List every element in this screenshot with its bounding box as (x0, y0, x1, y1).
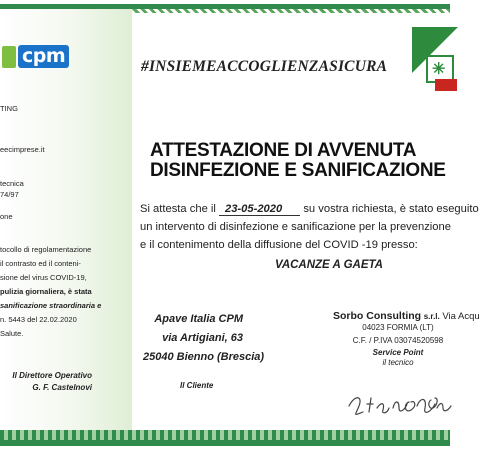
attestation-line3: e il contenimento della diffusione del COVID -19 presso: (140, 239, 418, 251)
provider-header (333, 310, 480, 323)
technician-signature (345, 384, 455, 424)
star-badge-icon: ✳ (412, 27, 458, 91)
certificate-title-line2: DISINFEZIONE E SANIFICAZIONE (150, 160, 446, 181)
protocol-line: il contrasto ed il conteni- (0, 259, 81, 268)
sidebar-email: eecimprese.it (0, 145, 45, 154)
protocol-line: pulizia giornaliera, è stata (0, 287, 92, 296)
protocol-line: Salute. (0, 329, 24, 338)
protocol-line: n. 5443 del 22.02.2020 (0, 315, 77, 324)
logo-leaf-icon (2, 46, 16, 68)
client-city: 25040 Bienno (Brescia) (143, 351, 265, 363)
provider-name: Sorbo Consulting (333, 310, 422, 322)
protocol-line: tocollo di regolamentazione (0, 245, 92, 254)
service-date: 23-05-2020 (219, 203, 300, 216)
sidebar-panel (0, 9, 132, 440)
company-logo (2, 45, 69, 68)
bottom-ornament-border (0, 430, 450, 440)
attesta-pre: Si attesta che il (140, 203, 216, 215)
attestation-line2: un intervento di disinfezione e sanificazione per la prevenzione (140, 221, 451, 233)
provider-vat: C.F. / P.IVA 03074520598 (352, 336, 444, 345)
protocol-line: sione del virus COVID-19, (0, 273, 87, 282)
attestation-line1 (140, 203, 479, 215)
attesta-post: su vostra richiesta, è stato eseguito (303, 203, 479, 215)
sidebar-org-suffix: TING (0, 104, 18, 113)
client-name: Apave Italia CPM (154, 313, 243, 325)
client-label: Il Cliente (180, 381, 214, 390)
provider-street: Via Acqu (442, 311, 480, 322)
certificate-title-line1: ATTESTAZIONE DI AVVENUTA (150, 140, 417, 161)
certificate-frame (0, 4, 480, 446)
hashtag-heading: #INSIEMEACCOGLIENZASICURA (141, 58, 388, 75)
provider-role: il tecnico (382, 358, 414, 367)
provider-suffix: s.r.l. (423, 312, 440, 321)
sidebar-tecnica: tecnica (0, 179, 24, 188)
provider-city: 04023 FORMIA (LT) (362, 323, 434, 332)
director-name: G. F. Castelnovi (32, 383, 92, 392)
client-street: via Artigiani, 63 (162, 332, 243, 344)
sidebar-ref: 74/97 (0, 190, 19, 199)
provider-service: Service Point (372, 348, 424, 357)
venue-name: VACANZE A GAETA (275, 259, 383, 271)
director-role: Il Direttore Operativo (12, 371, 92, 380)
protocol-line: sanificazione straordinaria e (0, 301, 102, 310)
sidebar-one: one (0, 212, 13, 221)
logo-text: cpm (18, 45, 69, 68)
